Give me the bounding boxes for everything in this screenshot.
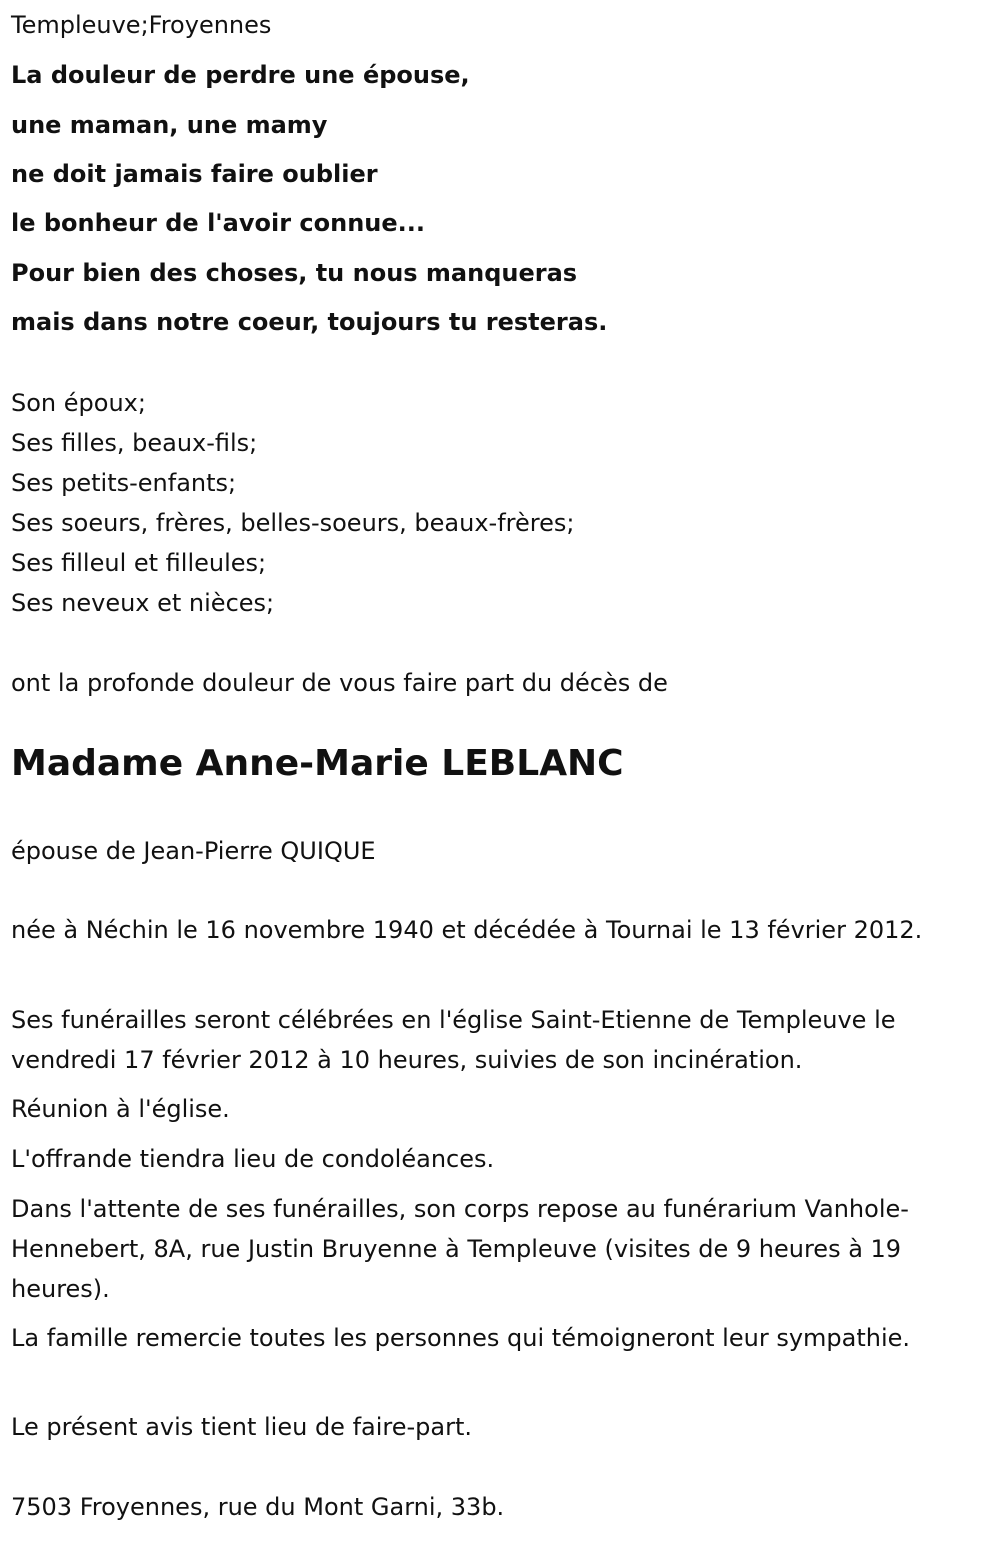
funerarium-paragraph: Dans l'attente de ses funérailles, son corps repose au funérarium Vanhole-Hennebert, 8A, rue Justin Bruyenne à Templeuve (visites de 9 heures à 19 heures). [11, 1195, 909, 1303]
poem-line: le bonheur de l'avoir connue... [11, 209, 425, 237]
family-line: Ses petits-enfants; [11, 469, 237, 497]
poem-line: ne doit jamais faire oublier [11, 160, 378, 188]
family-line: Ses soeurs, frères, belles-soeurs, beaux-frères; [11, 509, 575, 537]
address: 7503 Froyennes, rue du Mont Garni, 33b. [11, 1493, 505, 1521]
family-line: Ses neveux et nièces; [11, 589, 275, 617]
poem-line: La douleur de perdre une épouse, [11, 61, 470, 89]
thanks-paragraph: La famille remercie toutes les personnes qui témoigneront leur sympathie. [11, 1324, 911, 1352]
family-line: Ses filleul et filleules; [11, 549, 267, 577]
funeral-paragraph: Ses funérailles seront célébrées en l'église Saint-Etienne de Templeuve le vendredi 17 février 2012 à 10 heures, suivies de son incinération. [11, 1006, 896, 1074]
notice-paragraph: Le présent avis tient lieu de faire-part. [11, 1413, 473, 1441]
family-line: Ses filles, beaux-fils; [11, 429, 258, 457]
spouse-line: épouse de Jean-Pierre QUIQUE [11, 837, 376, 865]
poem-line: mais dans notre coeur, toujours tu resteras. [11, 308, 608, 336]
poem-line: une maman, une mamy [11, 111, 328, 139]
birth-death-paragraph: née à Néchin le 16 novembre 1940 et décédée à Tournai le 13 février 2012. [11, 916, 923, 944]
announcement: ont la profonde douleur de vous faire part du décès de [11, 669, 668, 697]
poem-line: Pour bien des choses, tu nous manqueras [11, 259, 578, 287]
family-line: Son époux; [11, 389, 146, 417]
deceased-name: Madame Anne-Marie LEBLANC [11, 743, 624, 784]
meeting-paragraph: Réunion à l'église. [11, 1095, 230, 1123]
offering-paragraph: L'offrande tiendra lieu de condoléances. [11, 1145, 495, 1173]
place-header: Templeuve;Froyennes [11, 11, 272, 39]
